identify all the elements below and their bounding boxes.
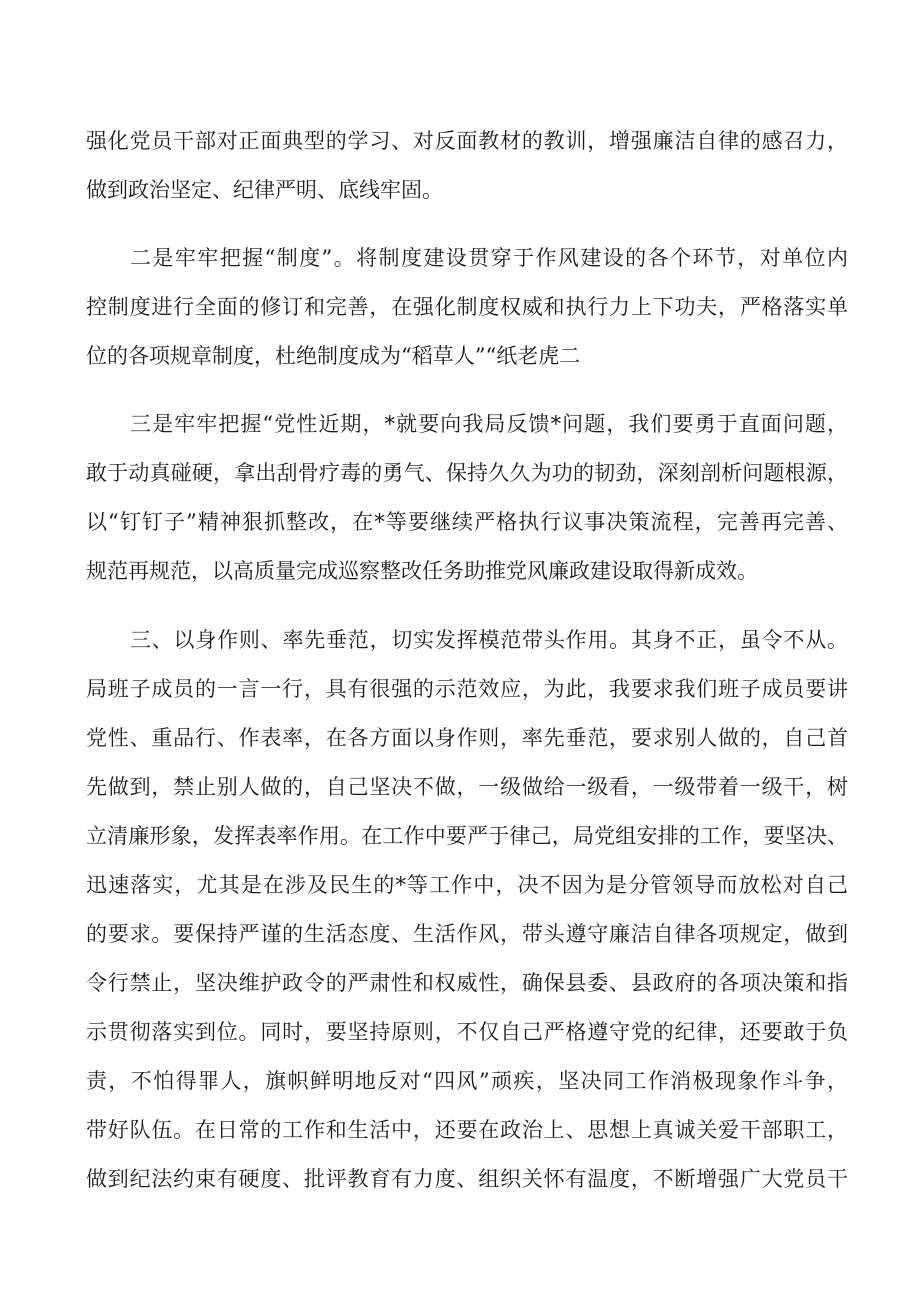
text-line: 带好队伍。在日常的工作和生活中，还要在政治上、思想上真诚关爱干部职工， <box>86 1118 848 1142</box>
text-line: 二是牢牢把握“制度”。将制度建设贯穿于作风建设的各个环节，对单位内 <box>130 246 848 270</box>
text-line: 三、以身作则、率先垂范，切实发挥模范带头作用。其身不正，虽令不从。 <box>130 628 848 652</box>
text-line: 示贯彻落实到位。同时，要坚持原则，不仅自己严格遵守党的纪律，还要敢于负 <box>86 1020 848 1044</box>
text-line: 令行禁止，坚决维护政令的严肃性和权威性，确保县委、县政府的各项决策和指 <box>86 971 848 995</box>
text-line: 先做到，禁止别人做的，自己坚决不做，一级做给一级看，一级带着一级干，树 <box>86 775 848 799</box>
text-line: 三是牢牢把握“党性近期，*就要向我局反馈*问题，我们要勇于直面问题， <box>130 412 848 436</box>
text-line: 规范再规范，以高质量完成巡察整改任务助推党风廉政建设取得新成效。 <box>86 559 758 583</box>
text-line: 以“钉钉子”精神狠抓整改，在*等要继续严格执行议事决策流程，完善再完善、 <box>86 510 848 534</box>
text-line: 做到政治坚定、纪律严明、底线牢固。 <box>86 178 443 202</box>
text-line: 迅速落实，尤其是在涉及民生的*等工作中，决不因为是分管领导而放松对自己 <box>86 873 848 897</box>
text-line: 立清廉形象，发挥表率作用。在工作中要严于律己，局党组安排的工作，要坚决、 <box>86 824 848 848</box>
text-line: 党性、重品行、作表率，在各方面以身作则，率先垂范，要求别人做的，自己首 <box>86 726 848 750</box>
text-line: 责，不怕得罪人，旗帜鲜明地反对“四风”顽疾，坚决同工作消极现象作斗争， <box>86 1069 848 1093</box>
text-line: 局班子成员的一言一行，具有很强的示范效应，为此，我要求我们班子成员要讲 <box>86 677 848 701</box>
text-line: 的要求。要保持严谨的生活态度、生活作风，带头遵守廉洁自律各项规定，做到 <box>86 922 848 946</box>
text-line: 做到纪法约束有硬度、批评教育有力度、组织关怀有温度，不断增强广大党员干 <box>86 1167 848 1191</box>
text-line: 敢于动真碰硬，拿出刮骨疗毒的勇气、保持久久为功的韧劲，深刻剖析问题根源， <box>86 461 848 485</box>
text-line: 位的各项规章制度，杜绝制度成为“稻草人”“纸老虎二 <box>86 344 581 368</box>
text-line: 强化党员干部对正面典型的学习、对反面教材的教训，增强廉洁自律的感召力， <box>86 129 848 153</box>
text-line: 控制度进行全面的修订和完善，在强化制度权威和执行力上下功夫，严格落实单 <box>86 295 848 319</box>
